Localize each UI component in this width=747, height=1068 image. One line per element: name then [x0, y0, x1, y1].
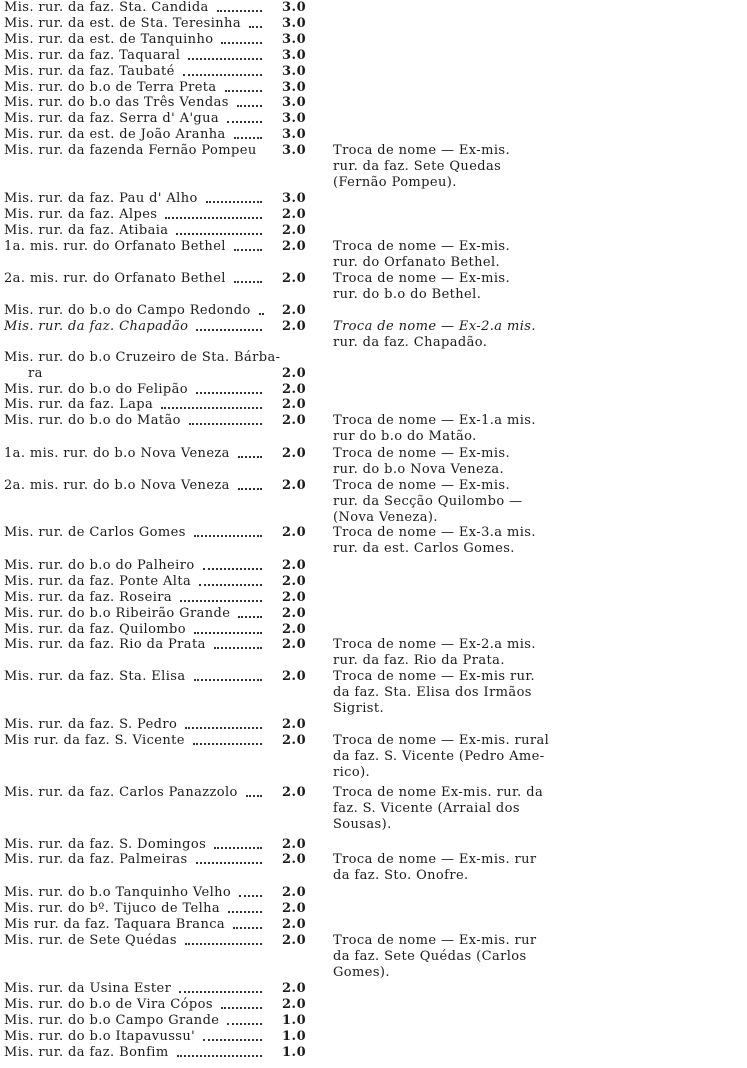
entry-name	[4, 981, 171, 997]
dot-leader	[225, 90, 262, 92]
entry-name-text: Mis. rur. do b.o Itapavussu'	[4, 1029, 196, 1044]
dot-leader	[221, 1007, 262, 1009]
note-line: rur. do b.o Nova Veneza.	[333, 462, 505, 477]
entry-name-text: Mis. rur. de Carlos Gomes	[4, 525, 186, 540]
entry-value: 3.0	[282, 64, 307, 79]
entry-value: 3.0	[282, 95, 307, 110]
entry-name	[4, 207, 157, 223]
name-change-note	[333, 271, 747, 303]
entry-name-text: Mis rur. da faz. S. Vicente	[4, 733, 185, 748]
list-item	[0, 446, 747, 477]
entry-value: 2.0	[282, 852, 307, 867]
entry-name	[4, 191, 198, 207]
list-item	[0, 901, 747, 917]
entry-value: 2.0	[282, 413, 307, 428]
dot-leader	[188, 58, 262, 60]
note-line: Troca de nome — Ex-mis. rur	[333, 933, 537, 948]
dot-leader	[238, 616, 262, 618]
entry-name	[4, 885, 231, 901]
entry-name-text: Mis. rur. da est. de Sta. Teresinha	[4, 16, 241, 31]
note-line: Troca de nome — Ex-mis. rural	[333, 733, 550, 748]
note-line: rur. da faz. Rio da Prata.	[333, 653, 505, 668]
dot-leader	[234, 281, 262, 283]
note-line: rur. do Orfanato Bethel.	[333, 255, 501, 270]
dot-leader	[221, 42, 262, 44]
entry-name-text: 1a. mis. rur. do b.o Nova Veneza	[4, 446, 230, 461]
entry-name-text: Mis. rur. da faz. Chapadão	[4, 319, 189, 334]
entry-value: 1.0	[282, 1029, 307, 1044]
entry-value: 2.0	[282, 397, 307, 412]
dot-leader	[259, 313, 262, 315]
dot-leader	[227, 121, 262, 123]
entry-name-text: 1a. mis. rur. do Orfanato Bethel	[4, 239, 226, 254]
list-item	[0, 223, 747, 239]
entry-name	[4, 917, 225, 933]
entry-name	[4, 997, 213, 1013]
entry-name-text: Mis. rur. do b.o de Terra Preta	[4, 80, 217, 95]
entry-name-text: Mis. rur. do b.o do Palheiro	[4, 558, 195, 573]
dot-leader	[194, 535, 262, 537]
entry-name	[4, 933, 177, 949]
list-item	[0, 885, 747, 901]
note-line: Sousas).	[333, 817, 392, 832]
dot-leader	[189, 423, 262, 425]
entry-value: 2.0	[282, 885, 307, 900]
entry-value: 3.0	[282, 143, 307, 158]
entry-name	[4, 271, 226, 287]
dot-leader	[196, 392, 262, 394]
entry-name	[4, 478, 230, 494]
name-change-note	[333, 852, 747, 884]
entry-name-text: Mis. rur. da faz. Taubaté	[4, 64, 175, 79]
list-item	[0, 574, 747, 590]
entry-name-text: Mis. rur. da faz. Taquaral	[4, 48, 181, 63]
entry-name	[4, 111, 219, 127]
entry-name-text: Mis. rur. da faz. Palmeiras	[4, 852, 188, 867]
dot-leader	[203, 568, 262, 570]
dot-leader	[214, 847, 262, 849]
list-item	[0, 837, 747, 853]
dot-leader	[238, 456, 262, 458]
entry-name	[4, 606, 230, 622]
entry-value: 3.0	[282, 80, 307, 95]
note-line: rur do b.o do Matão.	[333, 429, 477, 444]
list-item	[0, 239, 747, 270]
entry-name	[4, 397, 153, 413]
list-item	[0, 16, 747, 32]
entry-value: 2.0	[282, 717, 307, 732]
entry-value: 3.0	[282, 127, 307, 142]
entry-name	[4, 901, 220, 917]
entry-value: 2.0	[282, 837, 307, 852]
dot-leader	[165, 217, 262, 219]
entry-value: 2.0	[282, 303, 307, 318]
list-item	[0, 478, 747, 525]
dot-leader	[228, 911, 262, 913]
list-item	[0, 981, 747, 997]
entry-name-text: Mis. rur. da faz. Serra d' A'gua	[4, 111, 220, 126]
entry-name-text: Mis. rur. do bº. Tijuco de Telha	[4, 901, 221, 916]
name-change-note	[333, 413, 747, 445]
name-change-note	[333, 525, 747, 557]
note-line: Troca de nome — Ex-mis.	[333, 143, 510, 158]
entry-value: 2.0	[282, 574, 307, 589]
note-line: Troca de nome — Ex-mis.	[333, 271, 510, 286]
list-item	[0, 717, 747, 733]
entry-name	[4, 64, 175, 80]
name-change-note	[333, 143, 747, 191]
dot-leader	[227, 1023, 262, 1025]
entry-value: 2.0	[282, 525, 307, 540]
entry-name-text: Mis. rur. do b.o do Matão	[4, 413, 181, 428]
list-item	[0, 997, 747, 1013]
entry-name-text: 2a. mis. rur. do Orfanato Bethel	[4, 271, 226, 286]
entry-value: 2.0	[282, 933, 307, 948]
note-line: faz. S. Vicente (Arraial dos	[333, 801, 520, 816]
dot-leader	[196, 862, 262, 864]
entry-name	[4, 350, 280, 382]
entry-value: 2.0	[282, 590, 307, 605]
entry-name-text: Mis. rur. do b.o do Felipão	[4, 382, 189, 397]
entry-name	[4, 0, 209, 16]
entry-value: 1.0	[282, 1045, 307, 1060]
entry-name	[4, 622, 186, 638]
entry-name	[4, 303, 251, 319]
entry-value: 1.0	[282, 1013, 307, 1028]
entry-name-text: Mis. rur. do b.o do Campo Redondo	[4, 303, 251, 318]
entry-value: 3.0	[282, 48, 307, 63]
entry-value: 2.0	[282, 606, 307, 621]
entry-name-text: Mis. rur. da faz. Ponte Alta	[4, 574, 192, 589]
dot-leader	[239, 895, 262, 897]
entry-name-text: Mis. rur. da faz. Pau d' Alho	[4, 191, 198, 206]
entry-name-text: Mis. rur. do b.o Tanquinho Velho	[4, 885, 232, 900]
dot-leader	[183, 74, 262, 76]
entry-name-text: Mis. rur. da faz. Sta. Candida	[4, 0, 209, 15]
entry-value: 3.0	[282, 111, 307, 126]
note-line: Troca de nome — Ex-2.a mis.	[333, 319, 536, 334]
note-line: Troca de nome — Ex-3.a mis.	[333, 525, 536, 540]
entry-value: 2.0	[282, 917, 307, 932]
note-line: Troca de nome Ex-mis. rur. da	[333, 785, 544, 800]
note-line: rico).	[333, 765, 371, 780]
list-item	[0, 558, 747, 574]
dot-leader	[185, 727, 262, 729]
entry-name-text: Mis. rur. da faz. Quilombo	[4, 622, 186, 637]
entry-value: 2.0	[282, 382, 307, 397]
entry-value: 2.0	[282, 901, 307, 916]
entry-value: 2.0	[282, 239, 307, 254]
entry-name	[4, 574, 191, 590]
entry-name-text: Mis. rur. da faz. Bonfim	[4, 1045, 169, 1060]
name-change-note	[333, 637, 747, 669]
list-item	[0, 669, 747, 716]
entry-name	[4, 733, 185, 749]
entry-value: 2.0	[282, 997, 307, 1012]
entry-name	[4, 1045, 169, 1061]
list-item	[0, 207, 747, 223]
entry-name	[4, 785, 238, 801]
note-line: Troca de nome — Ex-mis. rur	[333, 852, 537, 867]
entry-value: 2.0	[282, 637, 307, 652]
entry-name	[4, 143, 257, 159]
name-change-note	[333, 733, 747, 781]
note-line: rur. da est. Carlos Gomes.	[333, 541, 515, 556]
list-item	[0, 733, 747, 780]
entry-name	[4, 413, 181, 429]
entry-value: 2.0	[282, 558, 307, 573]
name-change-note	[333, 669, 747, 717]
entry-name	[4, 669, 186, 685]
list-item	[0, 397, 747, 413]
list-item	[0, 590, 747, 606]
list-item	[0, 785, 747, 832]
list-item	[0, 622, 747, 638]
entry-name	[4, 48, 180, 64]
note-line: (Nova Veneza).	[333, 510, 438, 525]
entry-value: 2.0	[282, 366, 307, 381]
entry-name	[4, 558, 195, 574]
entry-name-text: Mis. rur. do b.o Campo Grande	[4, 1013, 220, 1028]
list-item	[0, 917, 747, 933]
entry-name-text: Mis. rur. da est. de João Aranha	[4, 127, 226, 142]
entry-name-text: Mis. rur. da faz. Sta. Elisa	[4, 669, 186, 684]
entry-value: 2.0	[282, 446, 307, 461]
entry-name	[4, 32, 213, 48]
note-line: da faz. S. Vicente (Pedro Ame-	[333, 749, 545, 764]
entry-value: 2.0	[282, 478, 307, 493]
note-line: Troca de nome — Ex-mis.	[333, 446, 510, 461]
entry-name	[4, 382, 188, 398]
entry-value: 2.0	[282, 271, 307, 286]
entry-name	[4, 590, 172, 606]
dot-leader	[194, 632, 262, 634]
entry-name-text: Mis. rur. da faz. Lapa	[4, 397, 154, 412]
entry-name-text: Mis. rur. do b.o de Vira Cópos	[4, 997, 213, 1012]
dot-leader	[196, 329, 262, 331]
list-item	[0, 0, 747, 16]
entry-value: 3.0	[282, 32, 307, 47]
entry-name	[4, 637, 206, 653]
entry-name-text: Mis. rur. da faz. Carlos Panazzolo	[4, 785, 238, 800]
dot-leader	[234, 249, 262, 251]
entry-name	[4, 80, 217, 96]
list-item	[0, 111, 747, 127]
list-item	[0, 933, 747, 980]
entry-name	[4, 1013, 219, 1029]
dot-leader	[203, 1039, 262, 1041]
entry-name-text: Mis. rur. da est. de Tanquinho	[4, 32, 214, 47]
dot-leader	[185, 943, 262, 945]
entry-name	[4, 239, 226, 255]
name-change-note	[333, 478, 747, 526]
name-change-note	[333, 239, 747, 271]
list-item	[0, 382, 747, 398]
note-line: Troca de nome — Ex-mis rur.	[333, 669, 536, 684]
entry-value: 2.0	[282, 319, 307, 334]
entry-name-continuation: ra	[28, 366, 43, 381]
note-line: da faz. Sete Quédas (Carlos	[333, 949, 527, 964]
list-item	[0, 32, 747, 48]
dot-leader	[217, 10, 262, 12]
entry-name-text: Mis. rur. de Sete Quédas	[4, 933, 177, 948]
note-line: rur. da faz. Chapadão.	[333, 335, 488, 350]
list-item	[0, 143, 747, 190]
entry-name	[4, 525, 186, 541]
list-item	[0, 80, 747, 96]
note-line: rur. da Secção Quilombo —	[333, 494, 523, 509]
entry-name-text: Mis. rur. da faz. Rio da Prata	[4, 637, 206, 652]
entry-name-text: Mis. rur. da faz. S. Domingos	[4, 837, 207, 852]
list-item	[0, 637, 747, 668]
entry-value: 3.0	[282, 0, 307, 15]
entry-name-text: Mis. rur. do b.o Cruzeiro de Sta. Bárba-	[4, 350, 281, 365]
list-item	[0, 413, 747, 444]
note-line: Troca de nome — Ex-mis.	[333, 239, 510, 254]
list-item	[0, 350, 747, 381]
entry-name-text: Mis. rur. da faz. S. Pedro	[4, 717, 178, 732]
list-item	[0, 303, 747, 319]
dot-leader	[238, 488, 262, 490]
dot-leader	[234, 137, 262, 139]
list-item	[0, 1013, 747, 1029]
entry-name	[4, 319, 188, 335]
entry-name	[4, 95, 229, 111]
list-item	[0, 525, 747, 556]
entry-value: 2.0	[282, 981, 307, 996]
dot-leader	[176, 233, 262, 235]
list-item	[0, 606, 747, 622]
note-line: Troca de nome — Ex-2.a mis.	[333, 637, 536, 652]
entry-name	[4, 223, 168, 239]
entry-name-text: Mis. rur. do b.o das Três Vendas	[4, 95, 229, 110]
dot-leader	[194, 679, 262, 681]
entry-name	[4, 717, 177, 733]
dot-leader	[180, 600, 262, 602]
entry-value: 2.0	[282, 223, 307, 238]
entry-value: 2.0	[282, 669, 307, 684]
entry-name-text: Mis rur. da faz. Taquara Branca	[4, 917, 226, 932]
list-item	[0, 191, 747, 207]
entry-name	[4, 1029, 195, 1045]
entry-name	[4, 16, 241, 32]
entry-name	[4, 837, 206, 853]
entry-name-text: Mis. rur. da Usina Ester	[4, 981, 172, 996]
entry-name-text: Mis. rur. da fazenda Fernão Pompeu	[4, 143, 257, 158]
note-line: da faz. Sta. Elisa dos Irmãos	[333, 685, 532, 700]
list-item	[0, 1029, 747, 1045]
note-line: rur. do b.o do Bethel.	[333, 287, 482, 302]
note-line: Sigrist.	[333, 701, 384, 716]
dot-leader	[206, 201, 262, 203]
name-change-note	[333, 785, 747, 833]
entry-name-text: Mis. rur. da faz. Alpes	[4, 207, 158, 222]
list-item	[0, 127, 747, 143]
list-item	[0, 852, 747, 883]
entry-name-text: Mis. rur. da faz. Roseira	[4, 590, 173, 605]
dot-leader	[193, 743, 262, 745]
name-change-note	[333, 933, 747, 981]
list-item	[0, 95, 747, 111]
entry-name	[4, 127, 226, 143]
dot-leader	[237, 105, 262, 107]
entry-name	[4, 446, 230, 462]
entry-name-text: Mis. rur. da faz. Atibaia	[4, 223, 169, 238]
dot-leader	[161, 407, 262, 409]
list-item	[0, 64, 747, 80]
entry-name-text: Mis. rur. do b.o Ribeirão Grande	[4, 606, 231, 621]
entry-value: 2.0	[282, 733, 307, 748]
dot-leader	[214, 647, 262, 649]
entry-value: 3.0	[282, 16, 307, 31]
dot-leader	[246, 795, 262, 797]
name-change-note	[333, 319, 747, 351]
entry-value: 2.0	[282, 622, 307, 637]
dot-leader	[233, 927, 262, 929]
dot-leader	[179, 991, 262, 993]
note-line: Gomes).	[333, 965, 390, 980]
entry-name-text: 2a. mis. rur. do b.o Nova Veneza	[4, 478, 230, 493]
note-line: Troca de nome — Ex-1.a mis.	[333, 413, 536, 428]
dot-leader	[249, 26, 262, 28]
name-change-note	[333, 446, 747, 478]
entry-value: 2.0	[282, 207, 307, 222]
list-item	[0, 48, 747, 64]
list-item	[0, 271, 747, 302]
entry-value: 3.0	[282, 191, 307, 206]
list-item	[0, 319, 747, 350]
dot-leader	[199, 584, 262, 586]
note-line: (Fernão Pompeu).	[333, 175, 457, 190]
dot-leader	[177, 1055, 262, 1057]
list-item	[0, 1045, 747, 1061]
entry-value: 2.0	[282, 785, 307, 800]
entry-name	[4, 852, 188, 868]
note-line: rur. da faz. Sete Quedas	[333, 159, 502, 174]
note-line: Troca de nome — Ex-mis.	[333, 478, 510, 493]
note-line: da faz. Sto. Onofre.	[333, 868, 469, 883]
